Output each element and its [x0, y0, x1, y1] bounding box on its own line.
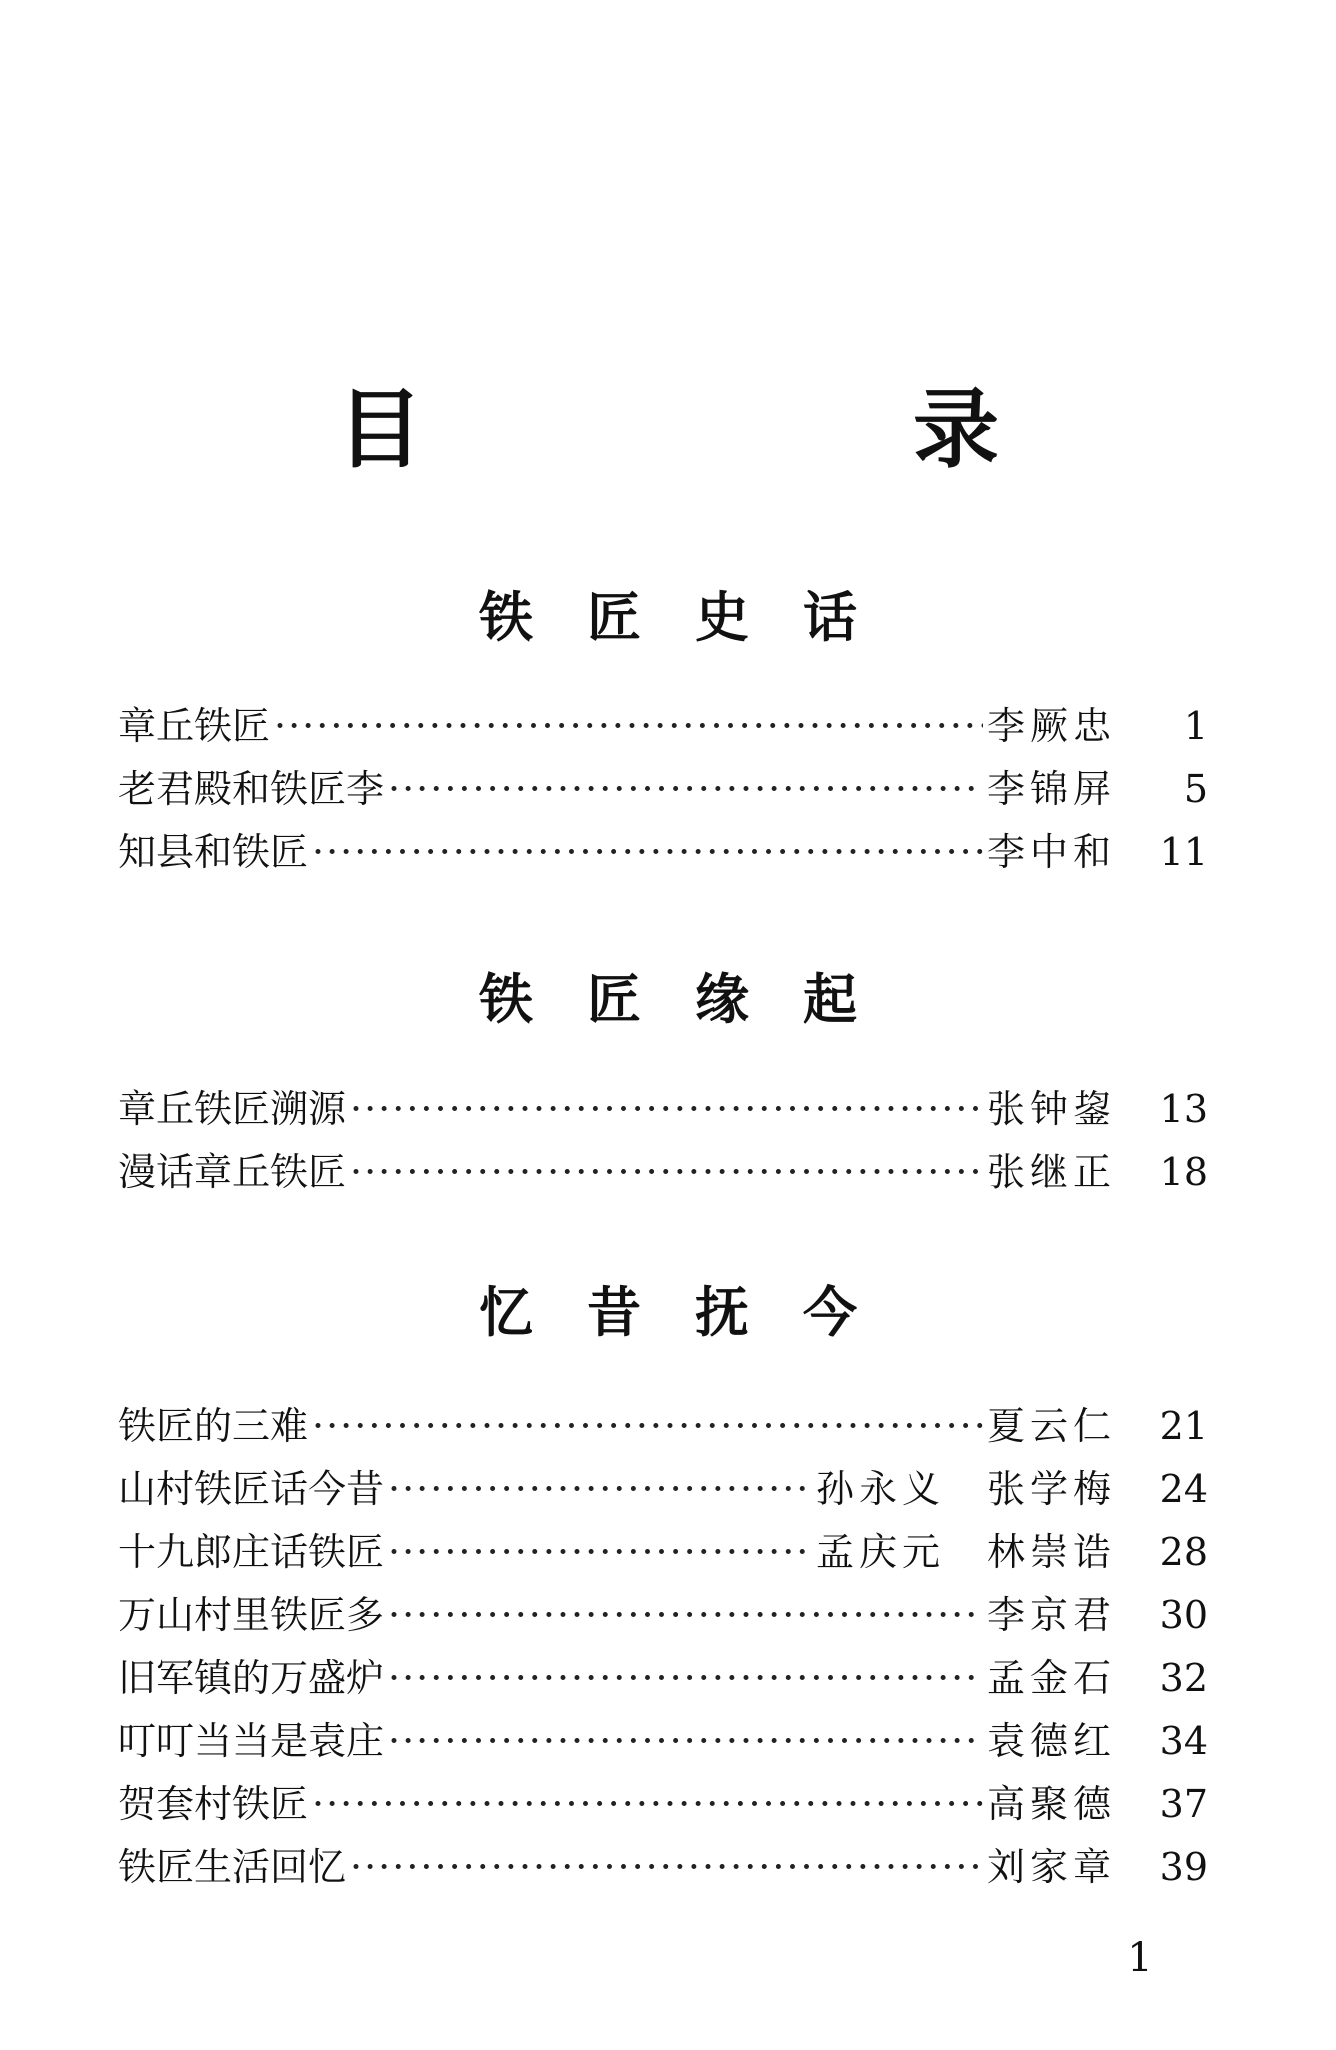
- entry-authors: [987, 1836, 1116, 1899]
- author-name: 孟金石: [986, 1656, 1116, 1700]
- entry-title: 漫话章丘铁匠: [118, 1150, 347, 1194]
- entry-authors: [987, 1773, 1116, 1836]
- toc-entry: [118, 1458, 1208, 1521]
- page-number: 32: [1159, 1656, 1208, 1700]
- page-number: 11: [1159, 830, 1208, 874]
- page-title: 目 录: [337, 380, 1229, 480]
- entry-authors: [987, 1141, 1116, 1204]
- page-number: 1: [1183, 704, 1208, 748]
- author-name: 刘家章: [986, 1845, 1116, 1889]
- toc-entry: [118, 1647, 1208, 1710]
- entry-authors: [987, 1647, 1116, 1710]
- author-name: 李锦屏: [986, 767, 1116, 811]
- entry-title: 知县和铁匠: [118, 830, 309, 874]
- entry-authors: [987, 1395, 1116, 1458]
- entry-title: 万山村里铁匠多: [118, 1593, 385, 1637]
- dot-leader: [312, 821, 983, 884]
- toc-entry: [118, 695, 1208, 758]
- toc-entry: [118, 1710, 1208, 1773]
- entry-title: 铁匠生活回忆: [118, 1845, 347, 1889]
- page-number: 18: [1159, 1150, 1208, 1194]
- section-heading: 铁匠缘起: [479, 968, 911, 1031]
- dot-leader: [350, 1836, 983, 1899]
- entry-authors: [987, 1078, 1116, 1141]
- section-heading: 忆昔抚今: [479, 1281, 911, 1344]
- toc-entry: [118, 1078, 1208, 1141]
- entry-authors: [987, 758, 1116, 821]
- author-name: 张继正: [986, 1150, 1116, 1194]
- entry-title: 铁匠的三难: [118, 1404, 309, 1448]
- toc-list: [118, 1078, 1208, 1204]
- dot-leader: [350, 1078, 983, 1141]
- section-heading: 铁匠史话: [479, 586, 911, 649]
- author-name: 李京君: [986, 1593, 1116, 1637]
- toc-entry: [118, 821, 1208, 884]
- toc-entry: [118, 1521, 1208, 1584]
- page-number: 24: [1159, 1467, 1208, 1511]
- page-number: 30: [1159, 1593, 1208, 1637]
- dot-leader: [388, 758, 983, 821]
- page-number: 21: [1159, 1404, 1208, 1448]
- page-number: 5: [1183, 767, 1208, 811]
- entry-authors: [816, 1458, 1116, 1521]
- dot-leader: [274, 695, 983, 758]
- toc-entry: [118, 1836, 1208, 1899]
- entry-title: 十九郎庄话铁匠: [118, 1530, 385, 1574]
- page-number: 13: [1159, 1087, 1208, 1131]
- entry-authors: [816, 1521, 1116, 1584]
- author-name: 张钟鋆: [986, 1087, 1116, 1131]
- dot-leader: [388, 1710, 983, 1773]
- page-number: 28: [1159, 1530, 1208, 1574]
- dot-leader: [388, 1584, 983, 1647]
- entry-authors: [987, 695, 1116, 758]
- toc-entry: [118, 1395, 1208, 1458]
- dot-leader: [312, 1773, 983, 1836]
- author-name: 李中和: [986, 830, 1116, 874]
- dot-leader: [388, 1521, 812, 1584]
- entry-title: 章丘铁匠: [118, 704, 271, 748]
- entry-authors: [987, 1710, 1116, 1773]
- toc-list: [118, 695, 1208, 884]
- author-name: 夏云仁: [986, 1404, 1116, 1448]
- entry-title: 章丘铁匠溯源: [118, 1087, 347, 1131]
- entry-title: 旧军镇的万盛炉: [118, 1656, 385, 1700]
- author-name: 袁德红: [986, 1719, 1116, 1763]
- toc-entry: [118, 1141, 1208, 1204]
- dot-leader: [388, 1647, 983, 1710]
- dot-leader: [350, 1141, 983, 1204]
- entry-title: 老君殿和铁匠李: [118, 767, 385, 811]
- author-name: 李厥忠: [986, 704, 1116, 748]
- entry-authors: [987, 1584, 1116, 1647]
- dot-leader: [312, 1395, 983, 1458]
- folio-page-number: 1: [1127, 1935, 1153, 1981]
- author-name: 高聚德: [986, 1782, 1116, 1826]
- entry-title: 叮叮当当是袁庄: [118, 1719, 385, 1763]
- dot-leader: [388, 1458, 812, 1521]
- toc-entry: [118, 1584, 1208, 1647]
- author-name: 孙永义: [815, 1467, 945, 1511]
- author-name: 张学梅: [986, 1467, 1116, 1511]
- entry-title: 山村铁匠话今昔: [118, 1467, 385, 1511]
- page-number: 37: [1159, 1782, 1208, 1826]
- entry-title: 贺套村铁匠: [118, 1782, 309, 1826]
- entry-authors: [987, 821, 1116, 884]
- page-number: 34: [1159, 1719, 1208, 1763]
- toc-list: [118, 1395, 1208, 1899]
- toc-entry: [118, 758, 1208, 821]
- author-name: 孟庆元: [815, 1530, 945, 1574]
- toc-entry: [118, 1773, 1208, 1836]
- page-number: 39: [1159, 1845, 1208, 1889]
- author-name: 林崇诰: [986, 1530, 1116, 1574]
